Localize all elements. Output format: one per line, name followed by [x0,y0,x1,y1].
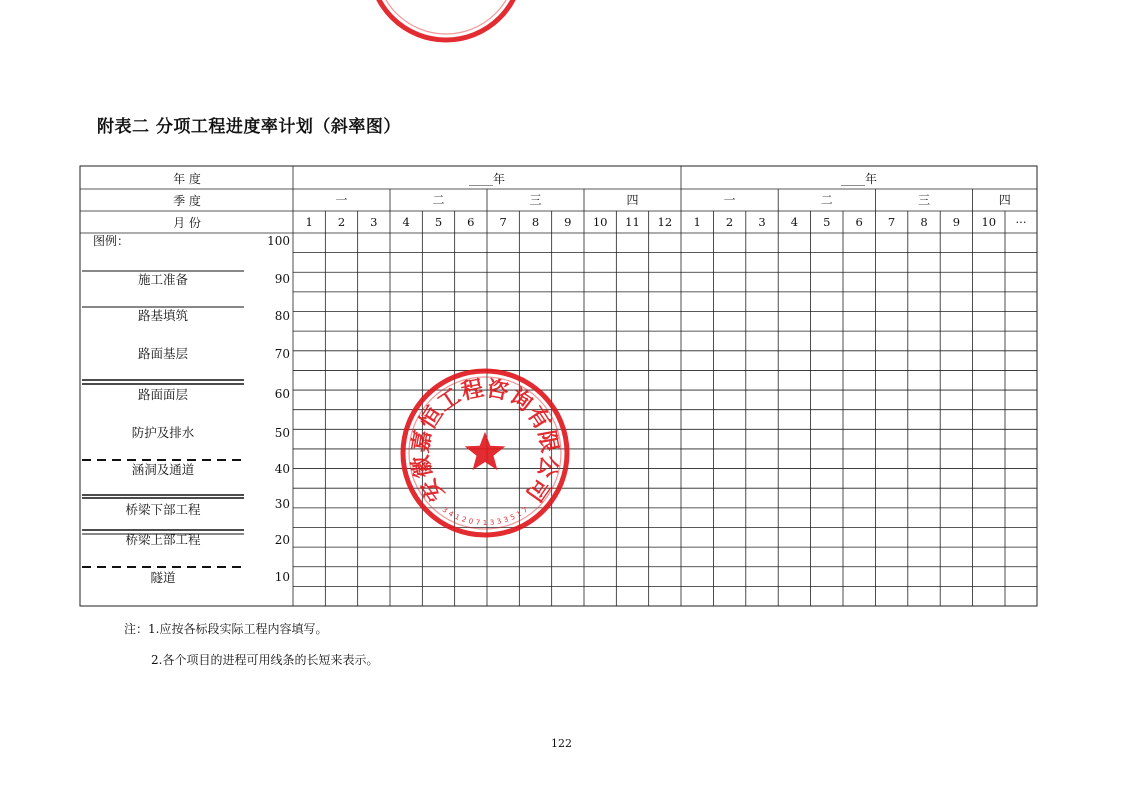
stamp-number-char: 1 [482,519,488,527]
scale-value: 20 [274,533,290,547]
stamp-number-char: 1 [515,509,524,519]
stamp-char: 工 [433,383,466,417]
quarter-label: 一 [335,193,348,207]
stamp-char: 程 [459,376,486,406]
year-label-2: ____年 [840,172,878,186]
month-label: 2 [337,215,346,229]
stamp-char: 有 [521,402,555,435]
legend-item-label: 桥梁下部工程 [125,502,201,517]
year-label-1: ____年 [468,172,506,186]
quarter-label: 一 [723,193,736,207]
month-label: ··· [1015,215,1027,229]
page-number: 122 [551,737,572,750]
stamp-char: 询 [504,383,537,417]
year-row-label: 年 度 [173,172,201,186]
month-label: 12 [657,215,673,229]
legend-item-label: 路面面层 [137,387,189,402]
scale-value: 50 [274,426,290,440]
legend-item-label: 涵洞及通道 [131,462,195,477]
month-label: 3 [370,215,378,229]
scale-value: 60 [274,387,290,401]
stamp-number-char: 2 [460,515,468,525]
month-label: 6 [467,215,475,229]
legend-title: 图例： [93,234,130,248]
note-1: 注：1.应按各标段实际工程内容填写。 [124,622,328,636]
quarter-label: 四 [998,193,1011,207]
stamp-char: 咨 [484,376,511,406]
month-label: 4 [790,215,799,229]
scale-value: 10 [274,570,290,584]
quarter-label: 二 [432,193,445,207]
stamp-char: 司 [520,473,554,506]
stamp-char: 安 [416,473,450,506]
stamp-number-char: 3 [496,517,503,526]
quarter-label: 三 [917,193,931,207]
stamp-number-char: 3 [489,518,495,527]
scale-value: 40 [274,462,290,476]
month-label: 9 [952,215,961,229]
month-label: 2 [725,215,734,229]
stamp-char: 恒 [415,402,449,435]
star-icon [465,432,506,471]
scale-value: 70 [274,347,290,361]
stamp-char: 嘉 [408,428,437,455]
legend-item-label: 路基填筑 [137,308,189,323]
month-label: 8 [920,215,928,229]
month-label: 7 [887,215,896,229]
month-label: 4 [402,215,410,229]
stamp-number-char: 7 [521,505,530,515]
quarter-row-label: 季 度 [173,194,201,208]
stamp-char: 徽 [408,453,438,480]
legend-item-label: 防护及排水 [131,425,195,440]
quarter-label: 三 [529,193,542,207]
page-title: 附表二 分项工程进度率计划（斜率图） [97,117,401,137]
stamp-number-char: 3 [502,515,510,525]
company-seal-top-partial [370,0,522,40]
month-label: 11 [625,215,640,229]
month-label: 1 [693,215,701,229]
legend-item-label: 施工准备 [137,272,189,287]
company-seal-main [403,371,567,535]
month-label: 9 [564,215,572,229]
month-label: 5 [823,215,831,229]
stamp-char: 公 [532,453,562,480]
month-label: 8 [531,215,540,229]
legend-item-label: 路面基层 [137,346,189,361]
month-label: 3 [758,215,766,229]
stamp-number-char: 5 [509,512,517,522]
stamp-number-char: 1 [453,512,461,522]
stamp-number-char: 3 [440,505,449,515]
scale-value: 80 [274,309,290,323]
month-label: 5 [434,215,443,229]
month-label: 1 [305,215,313,229]
quarter-label: 四 [626,193,639,207]
stamp-number-char: 7 [475,518,481,527]
month-label: 10 [981,215,997,229]
stamp-number-char: 0 [467,517,474,526]
note-2: 2.各个项目的进程可用线条的长短来表示。 [151,653,379,667]
month-label: 7 [499,215,507,229]
month-row-label: 月 份 [173,216,201,230]
stamp-char: 限 [533,428,562,455]
scale-value: 30 [274,497,290,511]
scale-value: 90 [274,272,290,286]
stamp-number-char: 4 [446,509,455,519]
legend-item-label: 隧道 [150,570,176,585]
quarter-label: 二 [820,193,833,207]
legend-item-label: 桥梁上部工程 [125,532,201,547]
month-label: 6 [855,215,863,229]
scale-value: 100 [267,234,290,248]
month-label: 10 [592,215,608,229]
